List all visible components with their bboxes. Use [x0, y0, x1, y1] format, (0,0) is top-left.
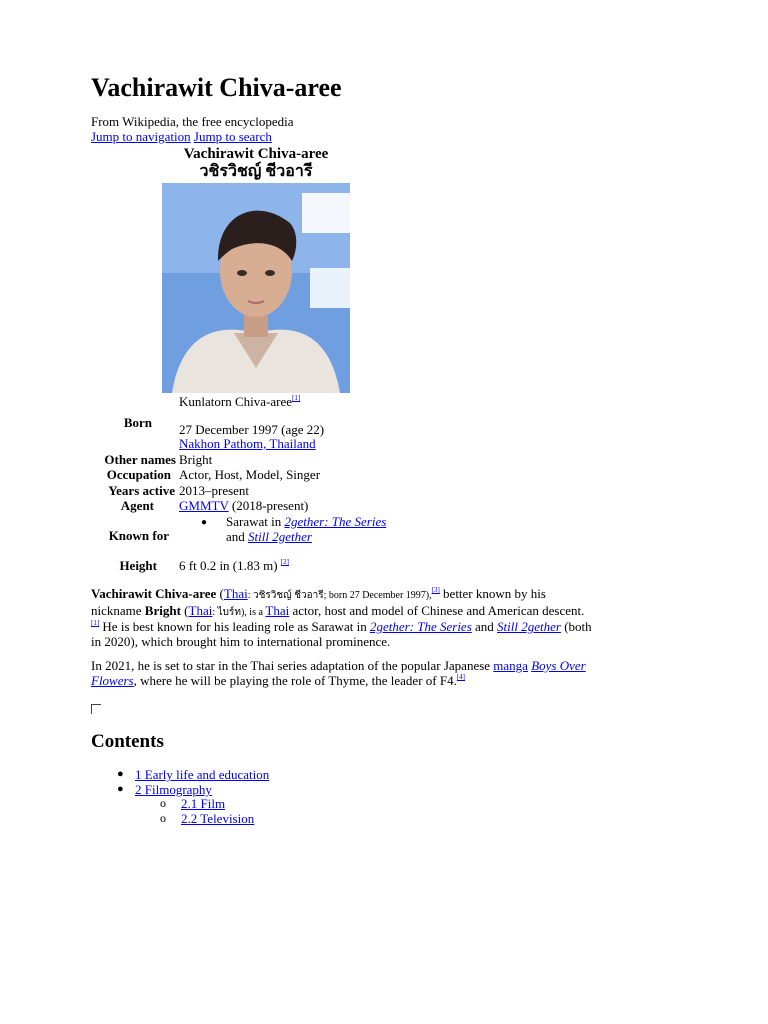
infobox-known-for-label: Known for	[108, 528, 169, 543]
intro-line-4: in 2020), which brought him to international prominence.	[91, 633, 391, 649]
boys-over-flowers-link[interactable]: Boys Over	[531, 658, 586, 673]
intro-paragraph	[91, 587, 681, 649]
nakhon-pathom-link[interactable]: Nakhon Pathom, Thailand	[179, 436, 316, 451]
jump-links	[91, 129, 272, 144]
toc-item-film[interactable]: 2.1 Film	[181, 796, 226, 811]
infobox-height: 6 ft 0.2 in (1.83 m) [2]	[179, 558, 289, 573]
known-for-bullet: ●	[201, 517, 208, 528]
thai-language-link-2[interactable]: Thai	[188, 602, 213, 618]
second-paragraph	[91, 659, 681, 688]
infobox-birth-name: Kunlatorn Chiva-aree[1]	[179, 394, 301, 409]
intro-line-3: [1] He is best known for his leading role as Sarawat in 2gether: The Series and Still 2gether (both	[91, 619, 592, 635]
gmmtv-link[interactable]: GMMTV	[179, 498, 229, 513]
second-line-1: In 2021, he is set to star in the Thai series adaptation of the popular Japanese manga Boys Over	[91, 658, 586, 673]
infobox-name-th: วชิรวิชญ์ ชีวอารี	[199, 163, 313, 180]
ref-3-link[interactable]: [3]	[431, 586, 440, 594]
contents-heading: Contents	[91, 731, 164, 752]
thai-people-link[interactable]: Thai	[265, 602, 290, 618]
infobox-occupation: Actor, Host, Model, Singer	[179, 467, 321, 482]
infobox-name-en: Vachirawit Chiva-aree	[183, 146, 329, 162]
page-title: Vachirawit Chiva-aree	[91, 73, 342, 102]
ref-4-link[interactable]: [4]	[456, 672, 466, 681]
toc-toggle-icon[interactable]	[91, 704, 101, 714]
infobox-born-label: Born	[123, 415, 152, 430]
birth-name-ref-link[interactable]: [1]	[291, 394, 301, 402]
manga-link[interactable]: manga	[493, 658, 528, 673]
intro-line-2: nickname Bright (Thai: ไบร์ท), is a Thai actor, host and model of Chinese and American descent.	[91, 602, 585, 618]
infobox-other-names-label: Other names	[104, 452, 176, 467]
height-ref-link[interactable]: [2]	[280, 558, 289, 566]
toc-item-television[interactable]: 2.2 Television	[181, 811, 255, 826]
infobox-years-active: 2013–present	[179, 483, 250, 498]
infobox-years-active-label: Years active	[108, 483, 175, 498]
infobox-agent-label: Agent	[120, 498, 154, 513]
toc-subbullet: o	[160, 796, 166, 810]
infobox-occupation-label: Occupation	[106, 467, 171, 482]
infobox-known-for-line1: Sarawat in 2gether: The Series	[226, 514, 387, 529]
infobox-agent: GMMTV (2018-present)	[179, 498, 309, 513]
intro-line-1: Vachirawit Chiva-aree (Thai: วชิรวิชญ์ ชีวอารี; born 27 December 1997),[3] better known by his	[91, 586, 546, 601]
infobox-born-date: 27 December 1997 (age 22)	[179, 422, 325, 437]
known-for-sequel-link[interactable]: Still 2gether	[248, 529, 312, 544]
series-link[interactable]: 2gether: The Series	[369, 619, 472, 635]
thai-language-link[interactable]: Thai	[223, 586, 248, 601]
site-tagline: From Wikipedia, the free encyclopedia	[91, 114, 294, 129]
toc-item-filmography[interactable]: 2 Filmography	[135, 782, 212, 797]
boys-over-flowers-link-2[interactable]: Flowers	[91, 672, 134, 688]
infobox-known-for-line2: and Still 2gether	[226, 529, 312, 544]
infobox-other-names: Bright	[179, 452, 213, 467]
known-for-series-link[interactable]: 2gether: The Series	[284, 514, 387, 529]
infobox-portrait-image	[162, 183, 350, 393]
infobox-height-label: Height	[119, 558, 157, 573]
toc-bullet: ●	[117, 783, 124, 795]
second-line-2: Flowers, where he will be playing the role of Thyme, the leader of F4.[4]	[91, 672, 466, 688]
toc-item-early-life[interactable]: 1 Early life and education	[135, 767, 270, 782]
toc-subbullet: o	[160, 811, 166, 825]
infobox-born-place	[179, 436, 316, 451]
sequel-link[interactable]: Still 2gether	[497, 619, 561, 635]
jump-to-search-link[interactable]: Jump to search	[193, 129, 272, 144]
jump-to-navigation-link[interactable]: Jump to navigation	[91, 129, 191, 144]
ref-1-link[interactable]: [1]	[91, 619, 100, 628]
toc-bullet: ●	[117, 768, 124, 780]
